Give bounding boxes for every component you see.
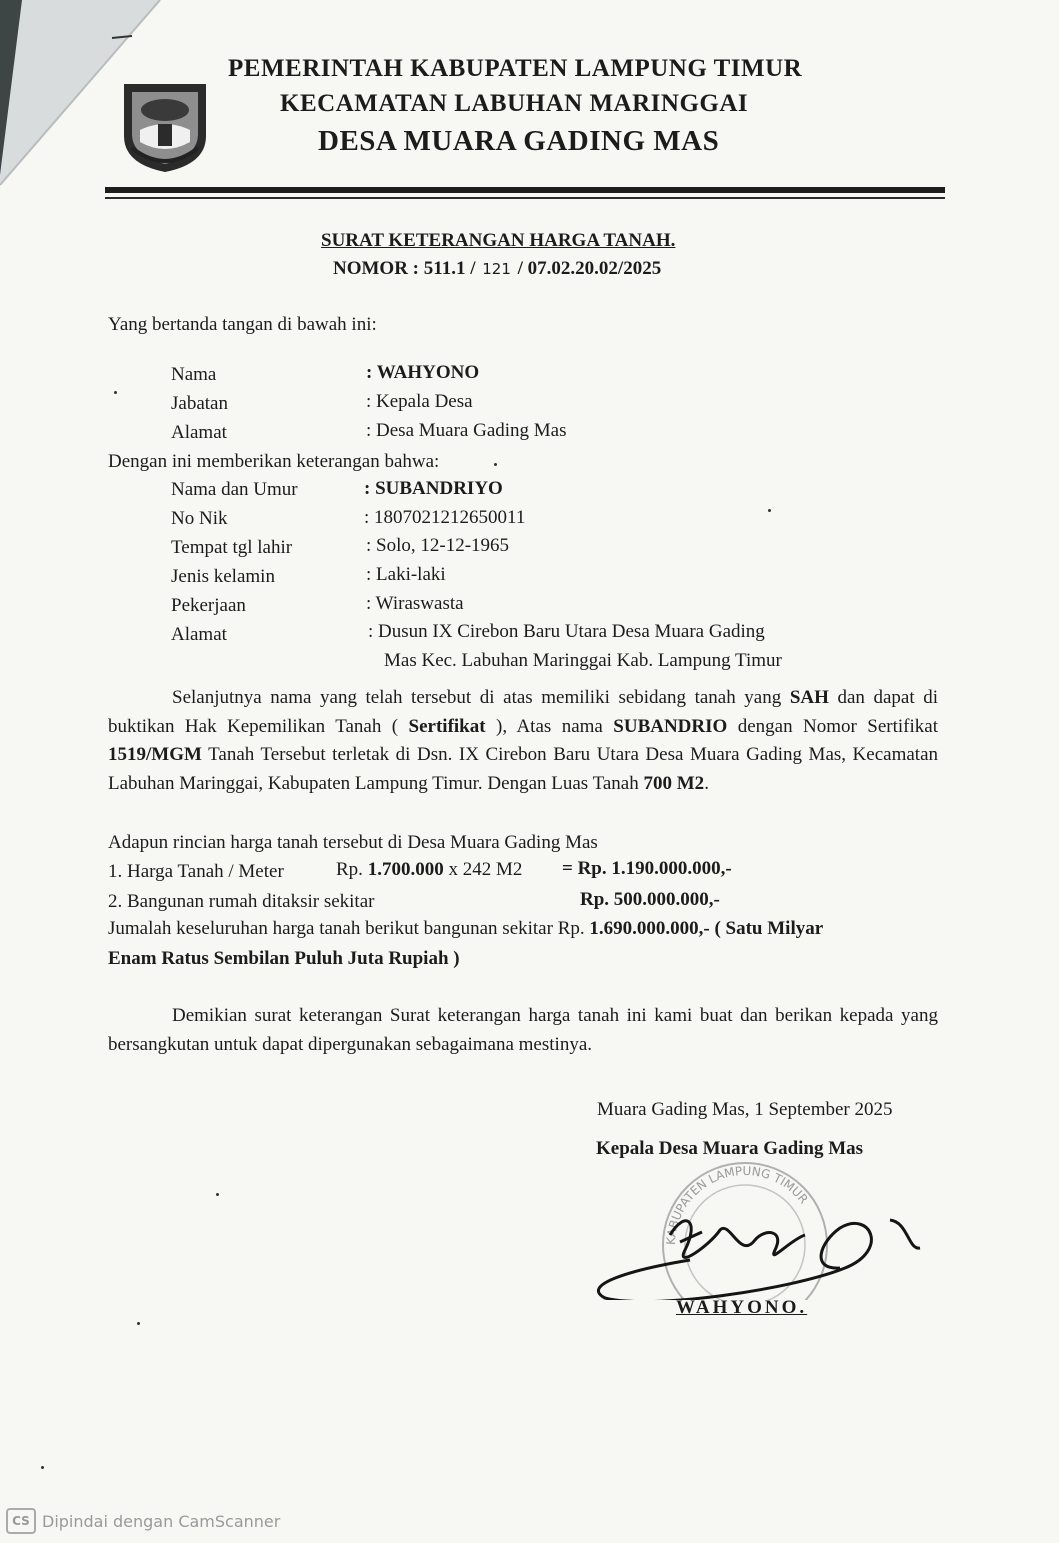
signer-address-label: Alamat: [171, 422, 227, 443]
subject-address-label: Alamat: [171, 624, 227, 645]
subject-job-value: : Wiraswasta: [366, 593, 464, 614]
para-certificate: Sertifikat: [408, 715, 486, 737]
header-government: PEMERINTAH KABUPATEN LAMPUNG TIMUR: [228, 55, 803, 82]
para-text: Tanah Tersebut terletak di Dsn. IX Cirebon Baru Utara Desa Muara Gading Mas, Kecamatan Labuhan Maringgai, Kabupaten Lampung Timur. Dengan Luas Tanah: [108, 744, 938, 794]
statement-text: Dengan ini memberikan keterangan bahwa:: [108, 451, 440, 472]
para-owner-name: SUBANDRIO: [613, 715, 728, 737]
price-item1-total: = Rp. 1.190.000.000,-: [562, 858, 732, 879]
signer-position-label: Jabatan: [171, 393, 228, 414]
price-sum-words: Enam Ratus Sembilan Puluh Juta Rupiah ): [108, 948, 460, 969]
subject-birth-value: : Solo, 12-12-1965: [366, 535, 510, 556]
header-divider-thick: [105, 187, 945, 193]
price-heading: Adapun rincian harga tanah tersebut di Desa Muara Gading Mas: [108, 832, 598, 853]
scan-speck: [768, 509, 771, 512]
para-certificate-number: 1519/MGM: [108, 744, 202, 766]
stamp-text: KABUPATEN LAMPUNG TIMUR: [663, 1163, 811, 1246]
price-item1-label: 1. Harga Tanah / Meter: [108, 861, 284, 882]
header-district: KECAMATAN LABUHAN MARINGGAI: [280, 90, 749, 117]
camscanner-text: Dipindai dengan CamScanner: [42, 1511, 281, 1531]
letter-number-suffix: / 07.02.20.02/2025: [517, 258, 662, 279]
signature-position: Kepala Desa Muara Gading Mas: [596, 1138, 864, 1159]
price-sum: [108, 917, 823, 941]
signer-name-label: Nama: [171, 364, 217, 385]
header-divider-thin: [105, 197, 945, 199]
camscanner-logo-icon: CS: [6, 1508, 36, 1534]
price-item1-rp: Rp.: [336, 859, 368, 880]
subject-gender-label: Jenis kelamin: [171, 566, 275, 587]
signer-position-value: : Kepala Desa: [366, 391, 473, 412]
subject-gender-value: : Laki-laki: [366, 564, 446, 585]
para-text: dan dapat di buktikan Hak Kepemilikan Tanah (: [108, 687, 938, 737]
subject-job-label: Pekerjaan: [171, 595, 246, 616]
ownership-paragraph: [108, 684, 938, 798]
scan-speck: [216, 1193, 219, 1196]
para-text: Selanjutnya nama yang telah tersebut di atas memiliki sebidang tanah yang: [172, 687, 790, 708]
price-item1-per-meter: 1.700.000: [367, 859, 444, 880]
para-text: .: [704, 772, 709, 794]
price-item2-label: 2. Bangunan rumah ditaksir sekitar: [108, 891, 375, 912]
signer-name-value: : WAHYONO: [366, 362, 480, 383]
subject-birth-label: Tempat tgl lahir: [171, 537, 293, 558]
letter-title: SURAT KETERANGAN HARGA TANAH.: [321, 230, 676, 251]
letter-number: [333, 258, 661, 280]
para-text: dengan Nomor Sertifikat: [727, 715, 938, 737]
subject-name-value: : SUBANDRIYO: [364, 478, 503, 499]
camscanner-watermark: [6, 1508, 280, 1534]
closing-paragraph: [108, 1002, 938, 1059]
subject-nik-label: No Nik: [171, 508, 228, 529]
letter-number-handwritten: 121: [482, 260, 511, 278]
village-stamp-signature: [590, 1150, 930, 1300]
price-item1-calc: [336, 858, 522, 882]
price-item2-total: Rp. 500.000.000,-: [580, 889, 720, 910]
subject-address-value: : Dusun IX Cirebon Baru Utara Desa Muara Gading: [368, 621, 765, 642]
price-sum-amount: 1.690.000.000,- ( Satu Milyar: [589, 918, 824, 939]
subject-nik-value: : 1807021212650011: [364, 507, 526, 528]
price-sum-text: Jumalah keseluruhan harga tanah berikut bangunan sekitar Rp.: [108, 918, 590, 939]
lampung-timur-emblem: [118, 78, 212, 174]
para-land-area: 700 M2: [643, 772, 705, 794]
subject-address-continued: Mas Kec. Labuhan Maringgai Kab. Lampung Timur: [384, 650, 782, 671]
intro-text: Yang bertanda tangan di bawah ini:: [108, 314, 377, 335]
closing-text: Demikian surat keterangan Surat keterangan harga tanah ini kami buat dan berikan kepada yang bersangkutan untuk dapat dipergunakan sebagaimana mestinya.: [108, 1005, 938, 1055]
scan-speck: [137, 1322, 140, 1325]
para-sah: SAH: [789, 687, 829, 708]
price-item1-area: x 242 M2: [443, 859, 523, 880]
signer-address-value: : Desa Muara Gading Mas: [366, 420, 567, 441]
signature-name: WAHYONO.: [676, 1297, 808, 1318]
scan-speck: [114, 391, 117, 394]
signature-place-date: Muara Gading Mas, 1 September 2025: [597, 1099, 893, 1120]
scan-speck: [41, 1466, 44, 1469]
letter-number-prefix: NOMOR : 511.1 /: [333, 258, 476, 279]
subject-name-label: Nama dan Umur: [171, 479, 298, 500]
para-text: ), Atas nama: [485, 715, 614, 737]
scan-speck: [494, 463, 497, 466]
header-village: DESA MUARA GADING MAS: [318, 125, 720, 157]
